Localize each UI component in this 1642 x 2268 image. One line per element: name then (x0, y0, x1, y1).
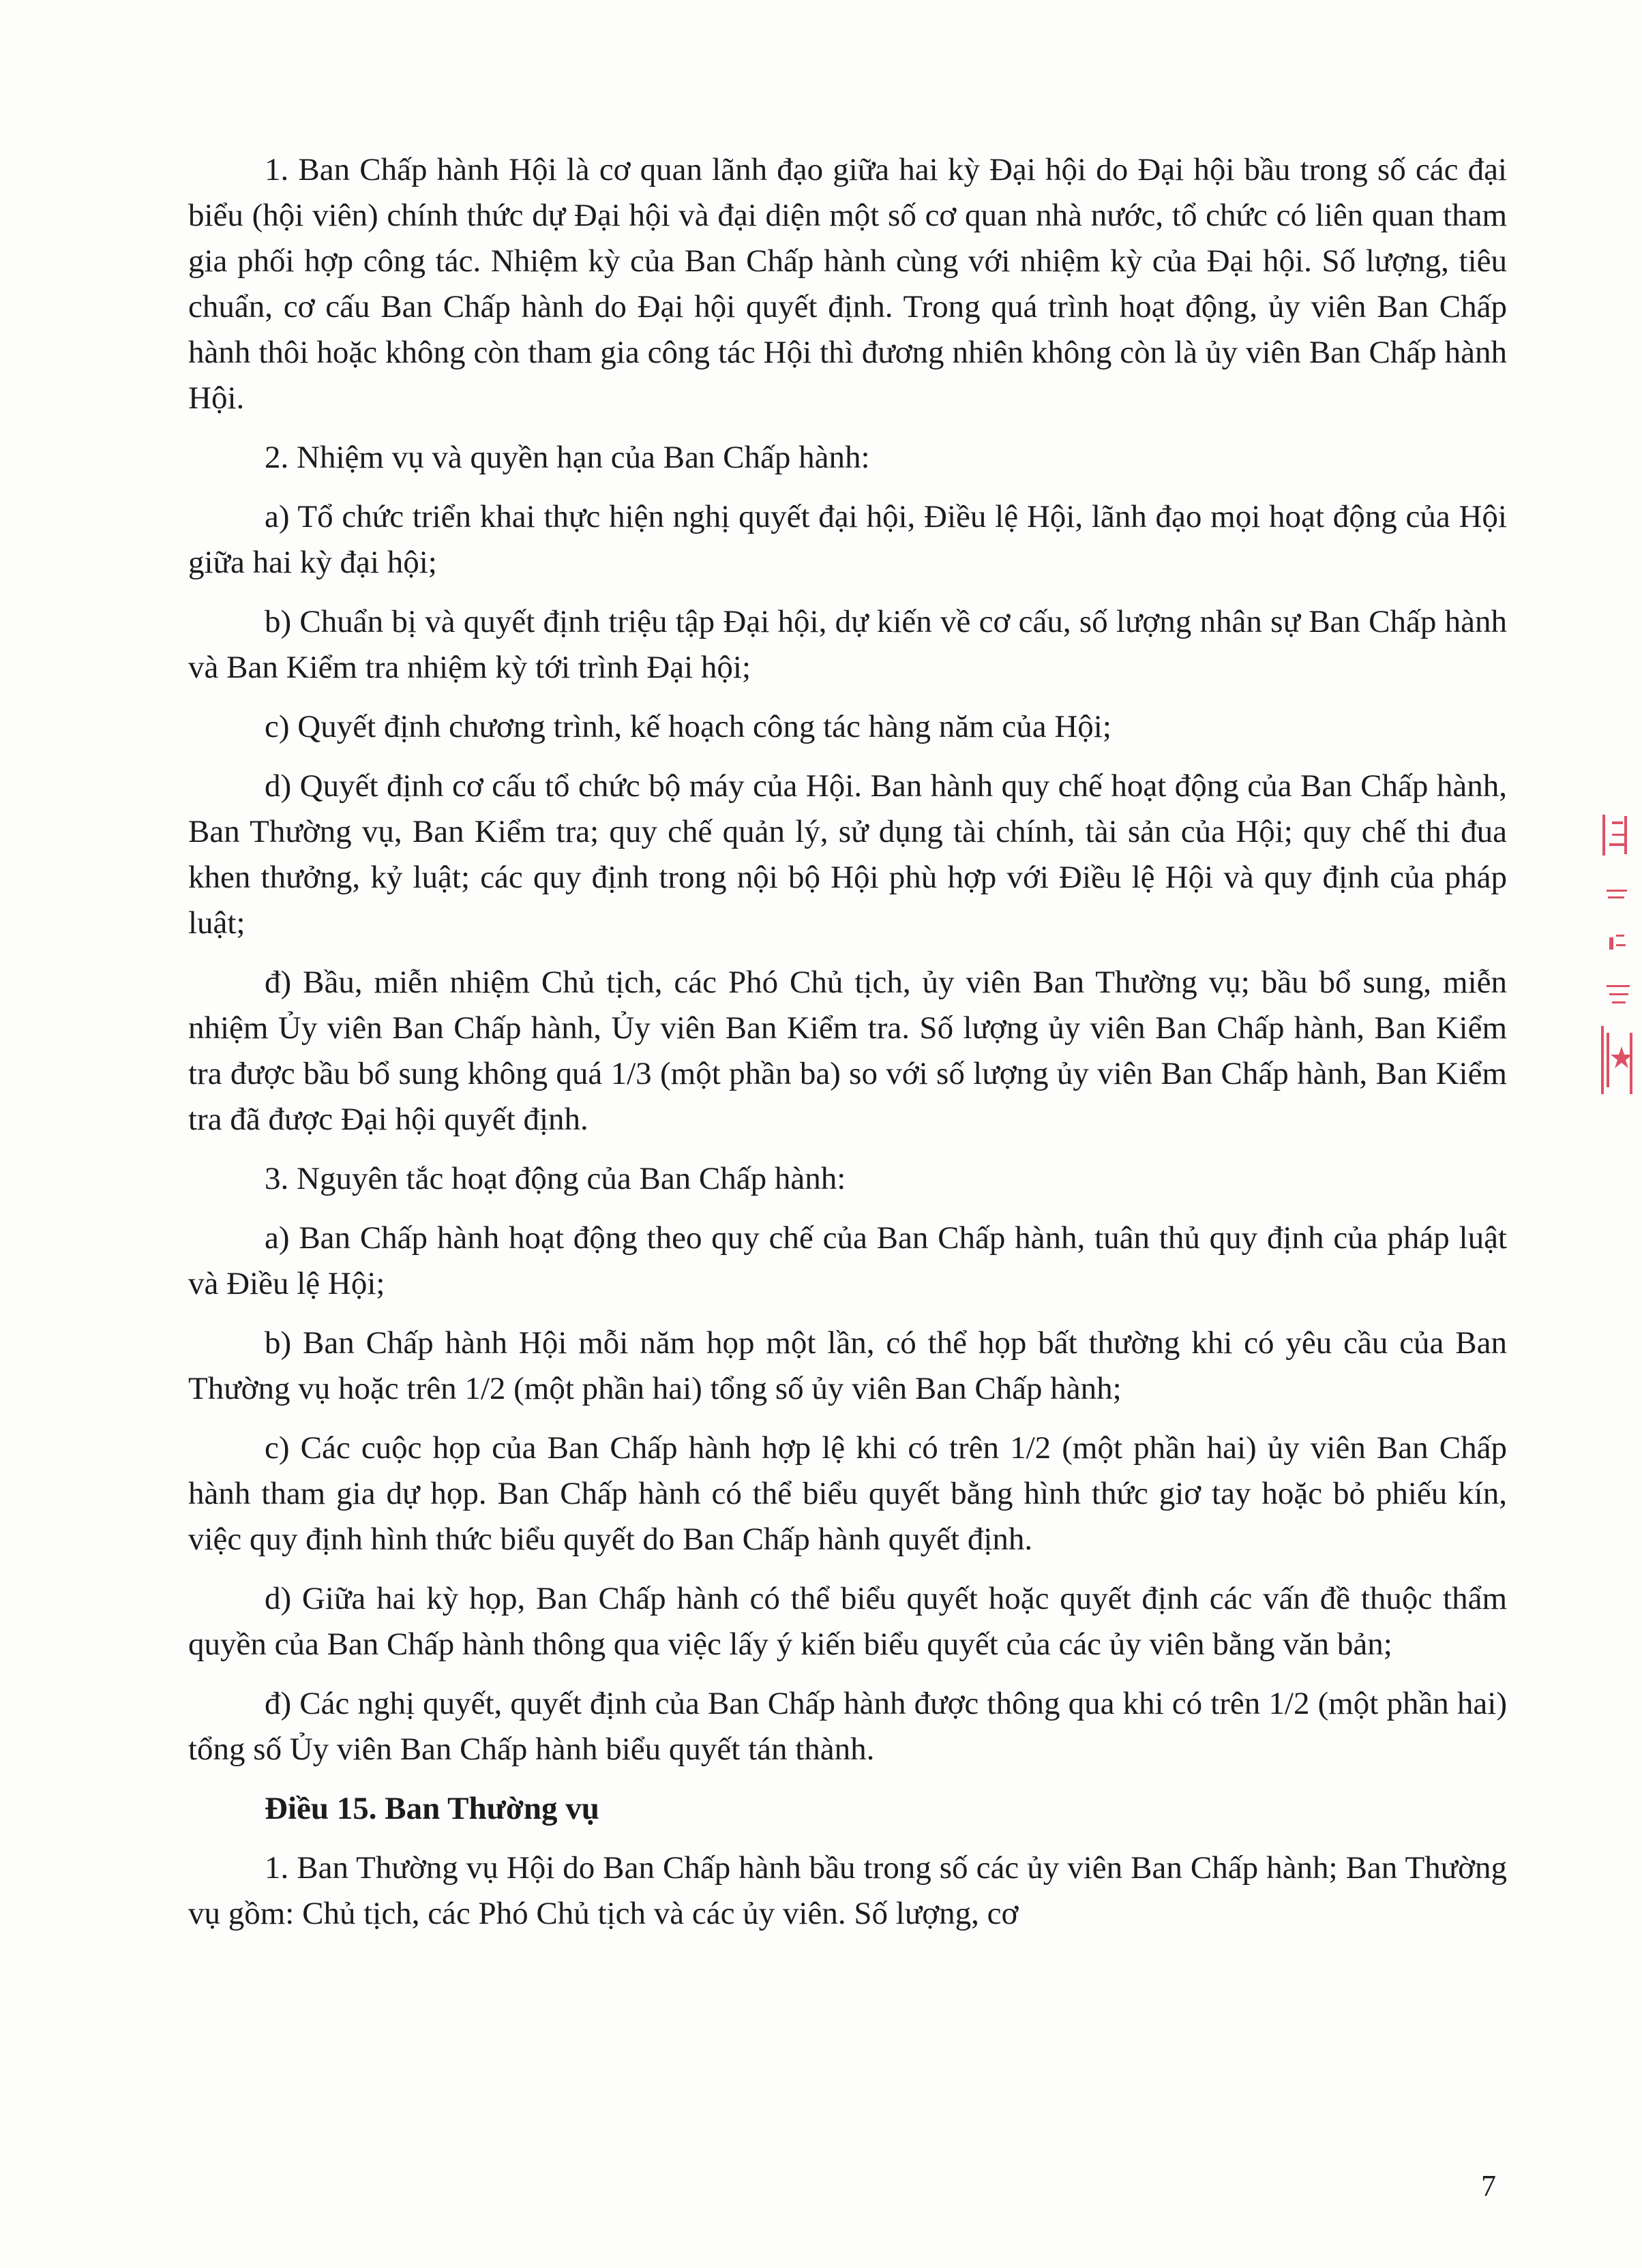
document-body (188, 147, 1507, 1937)
paragraph-1: 1. Ban Chấp hành Hội là cơ quan lãnh đạo giữa hai kỳ Đại hội do Đại hội bầu trong số các đại biểu (hội viên) chính thức dự Đại hội và đại diện một số cơ quan nhà nước, tổ chức có liên quan tham gia phối hợp công tác. Nhiệm kỳ của Ban Chấp hành cùng với nhiệm kỳ của Đại hội. Số lượng, tiêu chuẩn, cơ cấu Ban Chấp hành do Đại hội quyết định. Trong quá trình hoạt động, ủy viên Ban Chấp hành thôi hoặc không còn tham gia công tác Hội thì đương nhiên không còn là ủy viên Ban Chấp hành Hội. (188, 152, 1507, 416)
paragraph-2c: c) Quyết định chương trình, kế hoạch công tác hàng năm của Hội; (265, 709, 1111, 744)
paragraph-3: 3. Nguyên tắc hoạt động của Ban Chấp hành: (265, 1161, 846, 1196)
paragraph-article15-1: 1. Ban Thường vụ Hội do Ban Chấp hành bầu trong số các ủy viên Ban Chấp hành; Ban Thường vụ gồm: Chủ tịch, các Phó Chủ tịch và các ủy viên. Số lượng, cơ (188, 1850, 1507, 1931)
seal-icon (1594, 801, 1642, 1121)
page-number: 7 (1481, 2169, 1496, 2203)
paragraph-2dd: đ) Bầu, miễn nhiệm Chủ tịch, các Phó Chủ tịch, ủy viên Ban Thường vụ; bầu bổ sung, miễn nhiệm Ủy viên Ban Chấp hành, Ủy viên Ban Kiểm tra. Số lượng ủy viên Ban Chấp hành, Ban Kiểm tra được bầu bổ sung không quá 1/3 (một phần ba) so với số lượng ủy viên Ban Chấp hành, Ban Kiểm tra đã được Đại hội quyết định. (188, 965, 1507, 1137)
paragraph-3a: a) Ban Chấp hành hoạt động theo quy chế của Ban Chấp hành, tuân thủ quy định của pháp luật và Điều lệ Hội; (188, 1220, 1507, 1301)
paragraph-2d: d) Quyết định cơ cấu tổ chức bộ máy của Hội. Ban hành quy chế hoạt động của Ban Chấp hành, Ban Thường vụ, Ban Kiểm tra; quy chế quản lý, sử dụng tài chính, tài sản của Hội; quy chế thi đua khen thưởng, kỷ luật; các quy định trong nội bộ Hội phù hợp với Điều lệ Hội và quy định của pháp luật; (188, 768, 1507, 941)
paragraph-2a: a) Tổ chức triển khai thực hiện nghị quyết đại hội, Điều lệ Hội, lãnh đạo mọi hoạt động của Hội giữa hai kỳ đại hội; (188, 499, 1507, 580)
paragraph-3d: d) Giữa hai kỳ họp, Ban Chấp hành có thể biểu quyết hoặc quyết định các vấn đề thuộc thẩm quyền của Ban Chấp hành thông qua việc lấy ý kiến biểu quyết của các ủy viên bằng văn bản; (188, 1581, 1507, 1662)
paragraph-3b: b) Ban Chấp hành Hội mỗi năm họp một lần, có thể họp bất thường khi có yêu cầu của Ban Thường vụ hoặc trên 1/2 (một phần hai) tổng số ủy viên Ban Chấp hành; (188, 1325, 1507, 1406)
paragraph-3c: c) Các cuộc họp của Ban Chấp hành hợp lệ khi có trên 1/2 (một phần hai) ủy viên Ban Chấp hành tham gia dự họp. Ban Chấp hành có thể biểu quyết bằng hình thức giơ tay hoặc bỏ phiếu kín, việc quy định hình thức biểu quyết do Ban Chấp hành quyết định. (188, 1430, 1507, 1557)
paragraph-2: 2. Nhiệm vụ và quyền hạn của Ban Chấp hành: (265, 440, 870, 475)
article-heading: Điều 15. Ban Thường vụ (265, 1791, 599, 1826)
paragraph-3dd: đ) Các nghị quyết, quyết định của Ban Chấp hành được thông qua khi có trên 1/2 (một phần hai) tổng số Ủy viên Ban Chấp hành biểu quyết tán thành. (188, 1686, 1507, 1767)
paragraph-2b: b) Chuẩn bị và quyết định triệu tập Đại hội, dự kiến về cơ cấu, số lượng nhân sự Ban Chấp hành và Ban Kiểm tra nhiệm kỳ tới trình Đại hội; (188, 604, 1507, 685)
